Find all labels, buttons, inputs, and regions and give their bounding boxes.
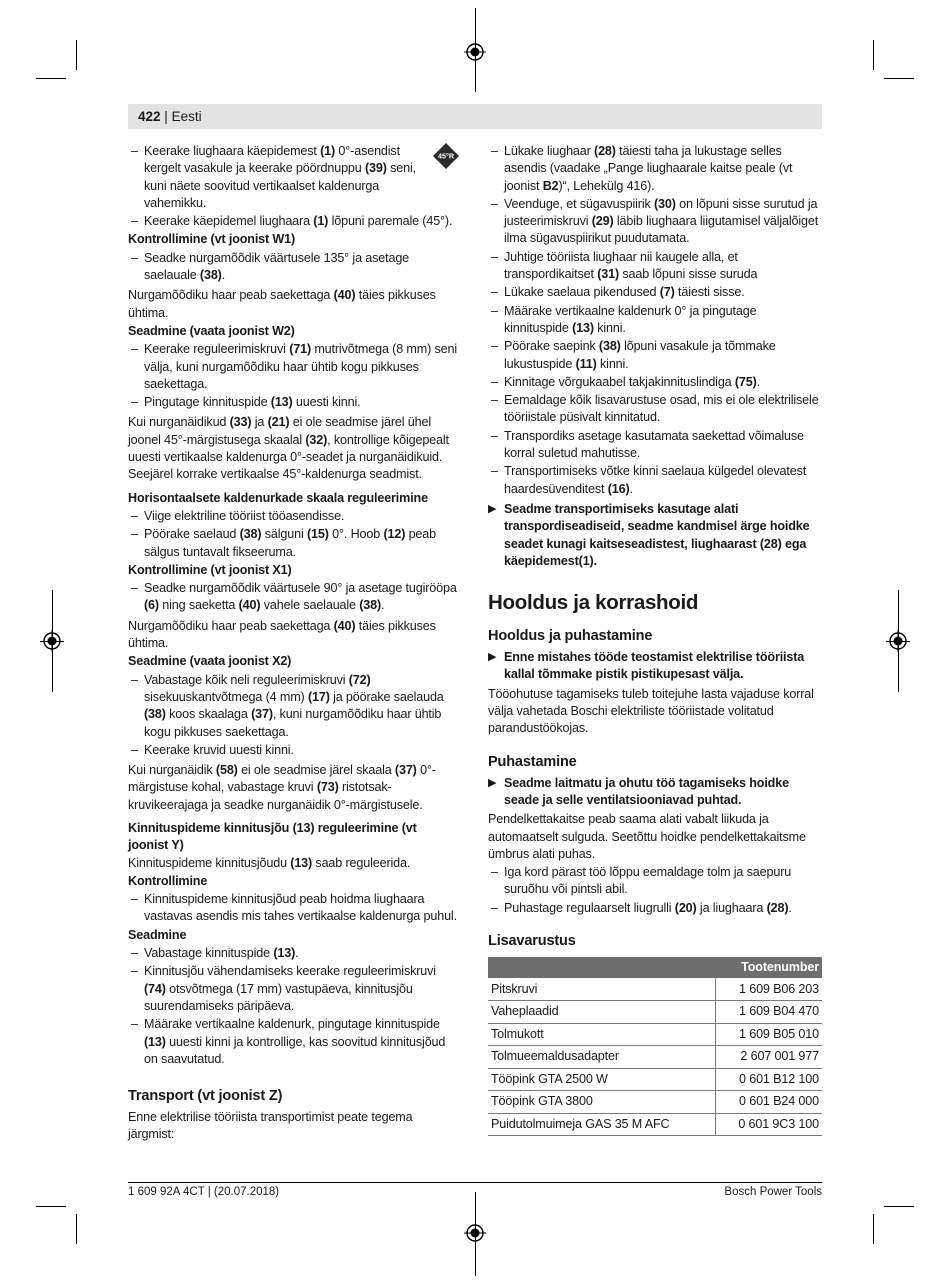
table-cell: Pitskruvi bbox=[488, 978, 715, 1001]
table-row bbox=[488, 1046, 822, 1069]
list-item: – Keerake reguleerimiskruvi (71) mutrivõtmega (8 mm) seni välja, kuni nurgamõõdiku haar ühtib kogu pikkuses saekettaga. bbox=[131, 342, 457, 391]
table-header-cell bbox=[488, 957, 715, 978]
list-item: – Vabastage kinnituspide (13). bbox=[131, 946, 299, 961]
arrow-icon: ▶ bbox=[488, 502, 497, 515]
section-heading: Kontrollimine (vt joonist W1) bbox=[128, 232, 296, 247]
list-item: – Määrake vertikaalne kaldenurk 0° ja pingutage kinnituspide (13) kinni. bbox=[491, 303, 757, 335]
list-item: – Keerake liughaara käepidemest (1) 0°-asendist kergelt vasakule ja keerake pöördnuppu (39) seni, kuni näete soovitud vertikaalset kaldenurga vahemikku. bbox=[131, 144, 416, 210]
crop-mark-bottom-left-v bbox=[76, 1214, 77, 1244]
registration-mark-right-icon bbox=[887, 630, 909, 652]
list-item: – Juhtige tööriista liughaar nii kaugele alla, et transpordikaitset (31) saab lõpuni sisse suruda bbox=[491, 249, 758, 282]
list-item: – Lükake liughaar (28) täiesti taha ja lukustage selles asendis (vaadake „Pange liughaarale kaitse peale (vt joonist B2)“, Lehekülg 416). bbox=[491, 144, 793, 193]
section-heading: Kinnituspideme kinnitusjõu (13) reguleerimine (vt joonist Y) bbox=[128, 820, 417, 853]
paragraph: Nurgamõõdiku haar peab saekettaga (40) täies pikkuses ühtima. bbox=[128, 618, 436, 651]
left-column bbox=[128, 142, 458, 1144]
section-heading: Kontrollimine (vt joonist X1) bbox=[128, 562, 292, 577]
table-header-row bbox=[488, 957, 822, 978]
list-item: – Puhastage regulaarselt liugrulli (20) ja liughaara (28). bbox=[491, 900, 792, 915]
table-row bbox=[488, 978, 822, 1001]
paragraph: Enne elektrilise tööriista transportimist peate tegema järgmist: bbox=[128, 1110, 413, 1142]
table-cell: Tolmukott bbox=[488, 1023, 715, 1046]
table-cell: 0 601 B24 000 bbox=[715, 1091, 822, 1114]
table-cell: Tööpink GTA 2500 W bbox=[488, 1068, 715, 1091]
crop-mark-top-right-v bbox=[873, 40, 874, 70]
safety-warning: ▶ Seadme transportimiseks kasutage alati transpordiseadiseid, seadme kandmisel ärge hoidke seadet kunagi kaitseseadistest, liughaarast (28) ega käepidemest(1). bbox=[488, 501, 810, 568]
page-number: 422 bbox=[138, 109, 161, 124]
crop-mark-bottom-left-h bbox=[36, 1206, 66, 1207]
section-heading: Seadmine (vaata joonist X2) bbox=[128, 654, 292, 669]
list-item: – Lükake saelaua pikendused (7) täiesti sisse. bbox=[491, 285, 745, 300]
list-item: – Iga kord pärast töö lõppu eemaldage tolm ja saepuru suruõhu või pintsli abil. bbox=[491, 865, 792, 897]
list-item: – Vabastage kõik neli reguleerimiskruvi (72) sisekuuskantvõtmega (4 mm) (17) ja pöörake saelauda (38) koos skaalaga (37), kuni nurgamõõdiku haar ühtib kogu pikkuses saekettaga. bbox=[131, 672, 444, 739]
table-row bbox=[488, 1001, 822, 1024]
crop-mark-top-left-v bbox=[76, 40, 77, 70]
table-cell: 2 607 001 977 bbox=[715, 1046, 822, 1069]
crop-mark-top-left-h bbox=[36, 78, 66, 79]
header-language: Eesti bbox=[171, 109, 202, 124]
registration-mark-left-icon bbox=[41, 630, 63, 652]
footer-brand: Bosch Power Tools bbox=[724, 1186, 822, 1198]
table-cell: Tolmueemaldusadapter bbox=[488, 1046, 715, 1069]
list-item: – Transpordiks asetage kasutamata saekettad võimaluse korral suletud mahutisse. bbox=[491, 428, 804, 461]
sub-heading: Hooldus ja puhastamine bbox=[488, 628, 653, 645]
arrow-icon: ▶ bbox=[488, 776, 497, 789]
safety-warning: ▶ Enne mistahes tööde teostamist elektrilise tööriista kallal tõmmake pistik pistikupesast välja. bbox=[488, 650, 805, 682]
arrow-icon: ▶ bbox=[488, 651, 497, 664]
list-item: – Keerake kruvid uuesti kinni. bbox=[131, 742, 294, 757]
list-item: – Kinnituspideme kinnitusjõud peab hoidma liughaara vastavas asendis mis tahes vertikaalse kaldenurga puhul. bbox=[131, 892, 457, 924]
table-row bbox=[488, 1023, 822, 1046]
paragraph: Kinnituspideme kinnitusjõudu (13) saab reguleerida. bbox=[128, 855, 411, 870]
list-item: – Eemaldage kõik lisavarustuse osad, mis ei ole elektrilisele tööriistale püsivalt kinnitatud. bbox=[491, 393, 819, 425]
list-item: – Viige elektriline tööriist tööasendisse. bbox=[131, 508, 345, 523]
transport-heading: Transport (vt joonist Z) bbox=[128, 1088, 283, 1105]
list-item: – Määrake vertikaalne kaldenurk, pingutage kinnituspide (13) uuesti kinni ja kontrollige, kas soovitud kinnitusjõud on saavutatud. bbox=[131, 1017, 446, 1066]
table-row bbox=[488, 1091, 822, 1114]
table-cell: Vaheplaadid bbox=[488, 1001, 715, 1024]
section-heading: Horisontaalsete kaldenurkade skaala reguleerimine bbox=[128, 490, 428, 505]
list-item: – Seadke nurgamõõdik väärtusele 90° ja asetage tugirööpa (6) ning saeketta (40) vahele saelauale (38). bbox=[131, 581, 457, 613]
paragraph: Kui nurganäidikud (33) ja (21) ei ole seadmise järel ühel joonel 45°-märgistusega skaalal (32), kontrollige kõigepealt uuesti vertikaalse kaldenurga 0°-seadet ja nurganäidikuid. Seejärel korrake vertikaalse 45°-kaldenurga seadmist. bbox=[128, 415, 449, 482]
paragraph: Kui nurganäidik (58) ei ole seadmise järel skaala (37) 0°-märgistuse kohal, vabastage kruvi (73) ristotsak-kruvikeerajaga ja seadke nurganäidik 0°-märgistusele. bbox=[128, 763, 436, 812]
sub-heading: Lisavarustus bbox=[488, 932, 576, 949]
list-item: – Pingutage kinnituspide (13) uuesti kinni. bbox=[131, 395, 361, 410]
paragraph: Tööohutuse tagamiseks tuleb toitejuhe lasta vajaduse korral välja vahetada Boschi elektriliste tööriistade volitatud parandustöökojas. bbox=[488, 686, 814, 736]
list-item: – Veenduge, et sügavuspiirik (30) on lõpuni sisse surutud ja justeerimiskruvi (29) läbib liughaara liigutamisel väljalõiget ilma sügavuspiirikut puudutamata. bbox=[491, 196, 819, 246]
footer-doc-number: 1 609 92A 4CT | (20.07.2018) bbox=[128, 1186, 280, 1198]
table-cell: Tööpink GTA 3800 bbox=[488, 1091, 715, 1114]
sub-heading: Puhastamine bbox=[488, 753, 577, 770]
registration-mark-top-icon bbox=[464, 41, 486, 63]
list-item: – Keerake käepidemel liughaara (1) lõpuni paremale (45°). bbox=[131, 214, 453, 229]
table-row bbox=[488, 1113, 822, 1136]
registration-mark-bottom-icon bbox=[464, 1222, 486, 1244]
table-cell: 1 609 B05 010 bbox=[715, 1023, 822, 1046]
section-heading: Kontrollimine bbox=[128, 873, 208, 888]
section-heading: Seadmine bbox=[128, 927, 187, 942]
accessories-table bbox=[488, 957, 822, 1136]
safety-warning: ▶ Seadme laitmatu ja ohutu töö tagamiseks hoidke seade ja selle ventilatsiooniavad puhtad. bbox=[488, 775, 789, 807]
table-cell: 0 601 9C3 100 bbox=[715, 1113, 822, 1136]
paragraph: Pendelkettakaitse peab saama alati vabalt liikuda ja automaatselt sulguda. Seetõttu hoidke pendelkettakaitsme ümbrus alati puhas. bbox=[488, 812, 806, 861]
table-header-cell: Tootenumber bbox=[715, 957, 822, 978]
header-separator: | bbox=[164, 109, 168, 124]
section-heading: Seadmine (vaata joonist W2) bbox=[128, 323, 295, 338]
footer-divider bbox=[128, 1182, 822, 1183]
crop-mark-top-right-h bbox=[884, 78, 914, 79]
table-cell: 1 609 B04 470 bbox=[715, 1001, 822, 1024]
right-column bbox=[488, 142, 822, 1136]
main-heading: Hooldus ja korrashoid bbox=[488, 591, 699, 615]
list-item: – Pöörake saelaud (38) sälguni (15) 0°. Hoob (12) peab sälgus tuntavalt fikseeruma. bbox=[131, 527, 436, 559]
list-item: – Kinnitusjõu vähendamiseks keerake reguleerimiskruvi (74) otsvõtmega (17 mm) vastupäeva, kinnitusjõu suurendamiseks päripäeva. bbox=[131, 964, 436, 1013]
header-text bbox=[138, 108, 202, 125]
list-item: – Kinnitage võrgukaabel takjakinnituslindiga (75). bbox=[491, 374, 761, 389]
crop-mark-bottom-right-h bbox=[884, 1206, 914, 1207]
table-cell: 1 609 B06 203 bbox=[715, 978, 822, 1001]
badge-text: 45°R bbox=[437, 151, 455, 161]
table-cell: Puidutolmuimeja GAS 35 M AFC bbox=[488, 1113, 715, 1136]
list-item: – Transportimiseks võtke kinni saelaua külgedel olevatest haardesüvenditest (16). bbox=[491, 464, 807, 496]
page-header bbox=[128, 104, 822, 129]
table-row bbox=[488, 1068, 822, 1091]
list-item: – Seadke nurgamõõdik väärtusele 135° ja asetage saelauale (38). bbox=[131, 250, 410, 283]
crop-mark-bottom-right-v bbox=[873, 1214, 874, 1244]
table-cell: 0 601 B12 100 bbox=[715, 1068, 822, 1091]
list-item: – Pöörake saepink (38) lõpuni vasakule ja tõmmake lukustuspide (11) kinni. bbox=[491, 339, 776, 371]
paragraph: Nurgamõõdiku haar peab saekettaga (40) täies pikkuses ühtima. bbox=[128, 288, 436, 320]
